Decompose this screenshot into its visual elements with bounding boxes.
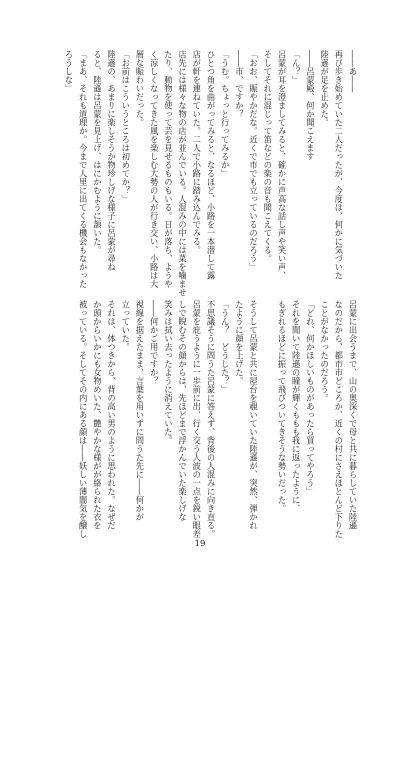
text-line: 「どれ、何かほしいものがあったら買ってやろう」: [305, 300, 316, 496]
text-line: しで睨むその顔からは、先ほどまで浮かんでいた楽しげな: [177, 300, 188, 521]
text-line: 視線を据えたまま、言葉を用いずに問うた先に――何かが: [134, 300, 145, 521]
text-line: 呂蒙が耳を澄ましてみると、確かに声高な話し声や笑い声、: [276, 50, 287, 280]
text-line: 店が軒を連ねていた。二人で小路に踏み込んでみる。: [191, 50, 202, 254]
text-line: ると、陸遜は呂蒙を見上げ、はにかむように頷いた。: [92, 50, 103, 254]
text-line: 陸遜の、あまりに楽しそうか物珍しげな様子に呂蒙が尋ね: [106, 50, 117, 271]
text-line: ――呂蒙殿、何か聞こえます: [305, 50, 316, 161]
text-line: それは、体つきから、背の高い男のように思われた。なぜだ: [106, 300, 117, 530]
text-line: ――何かご用ですか？: [149, 300, 160, 385]
text-line: か頭からいかにも女物めいた、艶やかな様がが絡られた衣を: [92, 300, 103, 530]
text-line: ひとつ角を曲がってみると、なるほど、小路を一本潜して露: [205, 50, 216, 280]
text-line: 立っていた。: [120, 300, 131, 351]
text-line: ことがなかったのだろう。: [319, 300, 330, 402]
text-line: く涼しくなってきた風を楽しむ大勢の人が行き交い、小路は大: [149, 50, 160, 288]
text-line: 陸遜が足を止めた。: [319, 50, 330, 127]
text-line: たり、動物を使って芸を見せるものもいる。日が落ち、ようや: [163, 50, 174, 288]
text-line: そうして呂蒙と共に屋台を覗いていた陸遜が、突然、弾かれ: [248, 300, 259, 530]
text-line: なのだから、都市市どころか、近くの村にさえほとんど下りた: [333, 300, 344, 538]
text-line: 不思議そうに問うた呂蒙に答えず、背後の人混みに向き直る。: [205, 300, 216, 538]
text-line: 再び歩き始めていた二人だったが、今度は、何かに気づいた: [333, 50, 344, 280]
text-line: ――市、ですか？: [234, 50, 245, 118]
text-line: 「お前はこういうところは初めてか？」: [120, 50, 131, 203]
text-line: 店先には様々な物の店が並んでいる。人混みの中には菜を噛ませ: [177, 50, 188, 297]
text-line: 「ん？」: [291, 50, 302, 84]
text-line: 笑みは拭い去ったように消えていた。: [163, 300, 174, 445]
text-line: 呂蒙に出会うまで、山の奥深くで母と共に暮らしていた陸遜: [348, 300, 358, 530]
page-number: 19: [194, 539, 206, 549]
text-line: 層な賑わいだった。: [134, 50, 145, 127]
text-line: 「うむ。ちょっと行ってみるか」: [220, 50, 231, 178]
text-line: 被っている。そしてその内にある顔は――妖しい薄闇気を醸し: [78, 300, 89, 538]
text-line: ――あ――: [348, 50, 358, 93]
text-line: それを聞いて陸遜の瞳が輝くももも我に返ったように、: [291, 300, 302, 513]
text-line: ろうしな」: [63, 50, 74, 93]
text-line: もぎれるほどに振って飛びついてきそうな勢いだった。: [276, 300, 287, 513]
text-line: そしてそれに混じって笛などの楽の音も聞こえてくる。: [262, 50, 273, 263]
text-line: 「おお、賑やかだな。近くで市でも立っているのだろう」: [248, 50, 259, 271]
text-line: たように顔を上げた。: [234, 300, 245, 385]
text-line: 「まあ、それも道理か。今まで人里に出てくる機会もなかった: [78, 50, 89, 288]
text-line: 「うん？ どうした？」: [220, 300, 231, 394]
text-line: 呂蒙を庇うように一歩前に出、行く交う人波の一点を鋭い眼差: [191, 300, 202, 538]
